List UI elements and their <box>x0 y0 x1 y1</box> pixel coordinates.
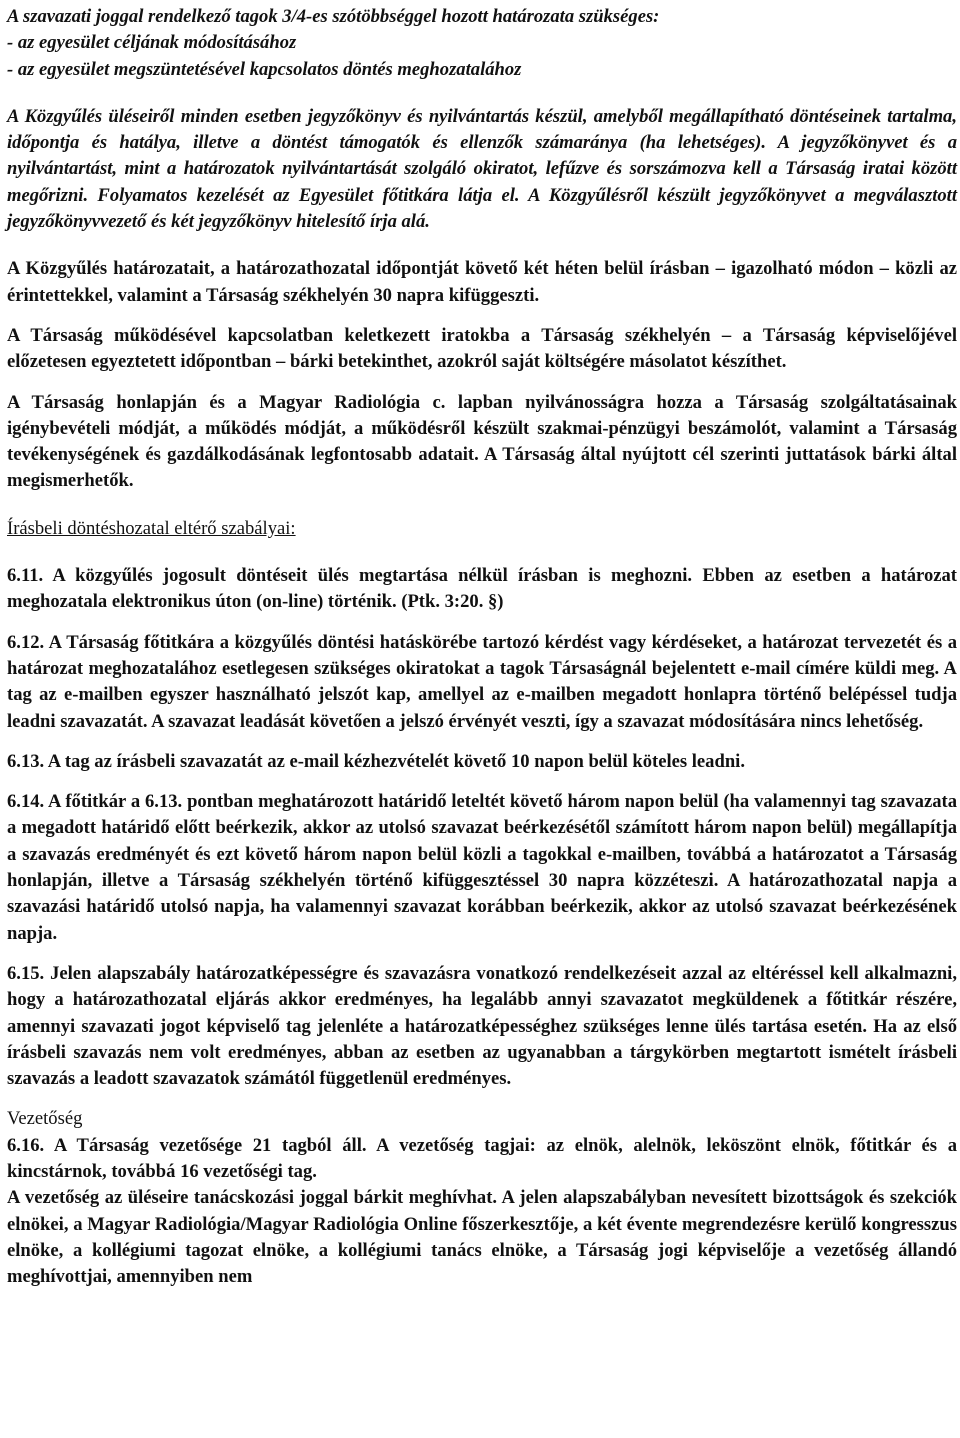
spacer <box>7 235 957 256</box>
spacer <box>7 775 957 789</box>
section-6-14: 6.14. A főtitkár a 6.13. pontban meghatározott határidő leteltét követő három napon belül (ha valamennyi tag szavazata a megadott határidő előtt beérkezik, akkor az utolsó szavazat beérkezésétől számított három napon belül) megállapítja a szavazás eredményét és ezt követő három napon belül közli a tagokkal e-mailben, továbbá a határozatot a Társaság honlapján, illetve a Társaság székhelyén történő kifüggesztéssel 30 napra közzéteszi. A határozathozatal napja a szavazási határidő utolsó napja, ha valamennyi szavazat korábban beérkezik, akkor az utolsó szavazat beérkezésének napja. <box>7 791 957 944</box>
intro-block <box>7 4 957 83</box>
section-6-12: 6.12. A Társaság főtitkára a közgyűlés döntési hatáskörébe tartozó kérdést vagy kérdéseket, a határozat tervezetét és a határozat meghozatalához esetlegesen szükséges okiratokat a tagok Társaságnál bejelentett e-mail címére küldi meg. A tag az e-mailben egyszer használható jelszót kap, amellyel az e-mailben megadott honlapra történő belépéssel tudja leadni szavazatát. A szavazat leadását követően a jelszó érvényét veszti, így a szavazat módosítására nincs lehetőség. <box>7 631 957 732</box>
website-paragraph: A Társaság honlapján és a Magyar Radiológia c. lapban nyilvánosságra hozza a Társaság szolgáltatásainak igénybevételi módját, a működés módját, a működésről készült szakmai-pénzügyi beszámolót, valamint a Társaság tevékenységének és gazdálkodásának legfontosabb adatait. A Társaság által nyújtott cél szerinti juttatások bárki által megismerhetők. <box>7 391 957 492</box>
spacer <box>7 495 957 516</box>
intro-line: - az egyesület megszüntetésével kapcsolatos döntés meghozatalához <box>7 58 522 80</box>
intro-line: A szavazati joggal rendelkező tagok 3/4-es szótöbbséggel hozott határozata szükséges: <box>7 6 660 27</box>
leadership-heading: Vezetőség <box>7 1108 83 1130</box>
resolutions-paragraph: A Közgyűlés határozatait, a határozathozatal időpontját követő két héten belül írásban – igazolható módon – közli az érintettekkel, valamint a Társaság székhelyén 30 napra kifüggeszti. <box>7 258 957 306</box>
section-6-16: 6.16. A Társaság vezetősége 21 tagból áll. A vezetőség tagjai: az elnök, alelnök, leköszönt elnök, főtitkár és a kincstárnok, továbbá 16 vezetőségi tag. <box>7 1134 957 1182</box>
section-6-15: 6.15. Jelen alapszabály határozatképességre és szavazásra vonatkozó rendelkezéseit azzal az eltéréssel kell alkalmazni, hogy a határozathozatal eljárás akkor eredményes, ha legalább annyi szavazatot megküldenek a főtitkár részére, amennyi szavazati jogot képviselő tag jelenléte a határozatképességhez szükséges lenne ülés tartása esetén. Ha az első írásbeli szavazás nem volt eredményes, abban az esetben az ugyanabban a tárgykörben megtartott ismételt írásbeli szavazás a leadott szavazatok számától függetlenül eredményes. <box>7 962 957 1090</box>
spacer <box>7 376 957 390</box>
minutes-paragraph: A Közgyűlés üléseiről minden esetben jegyzőkönyv és nyilvántartás készül, amelyből megállapítható döntéseinek tartalma, időpontja és hatálya, illetve a döntést támogatók és ellenzők számaránya (ha lehetséges). A jegyzőkönyvet és a nyilvántartást, mint a határozatok nyilvántartását szolgáló okiratot, lefűzve és sorszámozva kell a Társaság iratai között megőrizni. Folyamatos kezelését az Egyesület főtitkára látja el. A Közgyűlésről készült jegyzőkönyvet a megválasztott jegyzőkönyvvezető és két jegyzőkönyv hitelesítő írja alá. <box>7 105 957 233</box>
documents-paragraph: A Társaság működésével kapcsolatban keletkezett iratokba a Társaság székhelyén – a Társaság képviselőjével előzetesen egyeztetett időpontban – bárki betekinthet, azokról saját költségére másolatot készíthet. <box>7 324 957 373</box>
spacer <box>7 735 957 749</box>
spacer <box>7 309 957 323</box>
spacer <box>7 616 957 630</box>
document-page <box>7 4 957 1290</box>
spacer <box>7 947 957 961</box>
spacer <box>7 1092 957 1106</box>
written-decision-heading: Írásbeli döntéshozatal eltérő szabályai: <box>7 517 296 539</box>
spacer <box>7 83 957 104</box>
spacer <box>7 542 957 563</box>
intro-line: - az egyesület céljának módosításához <box>7 32 297 54</box>
section-6-11: 6.11. A közgyűlés jogosult döntéseit ülés megtartása nélkül írásban is meghozni. Ebben az esetben a határozat meghozatala elektronikus úton (on-line) történik. (Ptk. 3:20. §) <box>7 565 957 613</box>
section-6-13: 6.13. A tag az írásbeli szavazatát az e-mail kézhezvételét követő 10 napon belül köteles leadni. <box>7 750 745 772</box>
board-invite-paragraph: A vezetőség az üléseire tanácskozási joggal bárkit meghívhat. A jelen alapszabályban nevesített bizottságok és szekciók elnökei, a Magyar Radiológia/Magyar Radiológia Online főszerkesztője, a két évente megrendezésre kerülő kongresszus elnöke, a kollégiumi tagozat elnöke, a kollégiumi tanács elnöke, a Társaság jogi képviselője a vezetőség állandó meghívottjai, amennyiben nem <box>7 1187 957 1288</box>
